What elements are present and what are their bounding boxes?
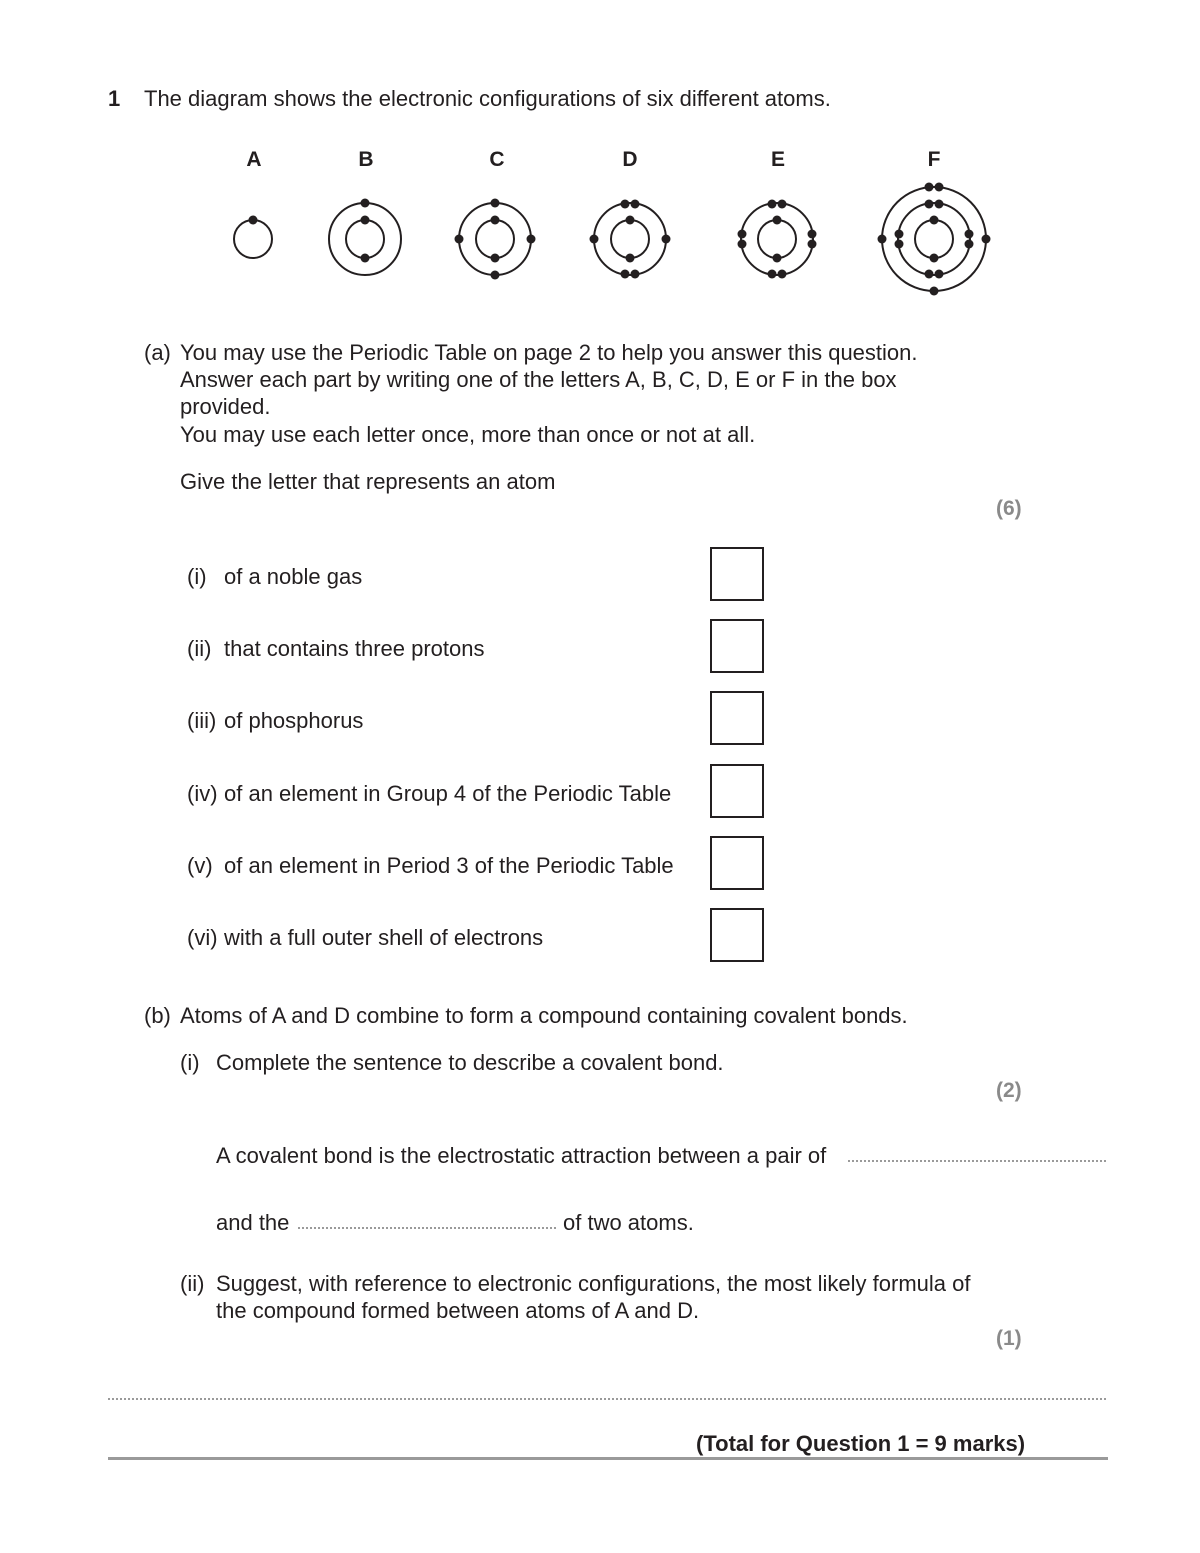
electron: [621, 270, 630, 279]
electron: [249, 216, 258, 225]
part-a-label: (a): [144, 340, 171, 365]
atom-b-shell-2: [329, 203, 401, 275]
part-b-ii-line-1: Suggest, with reference to electronic configurations, the most likely formula of: [216, 1271, 971, 1296]
item-vi-text: with a full outer shell of electrons: [224, 925, 544, 950]
electron: [662, 235, 671, 244]
electron: [491, 199, 500, 208]
part-b-ii-line-2: the compound formed between atoms of A and D.: [216, 1298, 700, 1323]
item-vi-number: (vi): [187, 925, 218, 950]
part-b-label: (b): [144, 1003, 171, 1028]
electron: [768, 200, 777, 209]
part-a-intro-line-1: You may use the Periodic Table on page 2 to help you answer this question.: [180, 340, 918, 365]
electron: [491, 271, 500, 280]
atom-c-shell-1: [476, 220, 514, 258]
atom-label-c: C: [489, 148, 505, 171]
electron: [621, 200, 630, 209]
electron: [455, 235, 464, 244]
atom-c-shell-2: [459, 203, 531, 275]
answer-box-vi[interactable]: [710, 908, 764, 962]
electron: [878, 235, 887, 244]
part-b-ii-number: (ii): [180, 1271, 205, 1296]
electron: [965, 240, 974, 249]
electron: [935, 270, 944, 279]
atom-d-shell-1: [611, 220, 649, 258]
electron: [738, 230, 747, 239]
answer-line-formula[interactable]: [108, 1398, 1106, 1400]
answer-line-blank-2[interactable]: [298, 1227, 556, 1229]
item-ii-text: that contains three protons: [224, 636, 485, 661]
part-b-intro: Atoms of A and D combine to form a compound containing covalent bonds.: [180, 1003, 908, 1028]
electron: [590, 235, 599, 244]
part-b-ii-marks: (1): [996, 1327, 1022, 1350]
part-a-intro-line-2: Answer each part by writing one of the letters A, B, C, D, E or F in the box: [180, 367, 897, 392]
electron: [626, 254, 635, 263]
electron: [778, 200, 787, 209]
atom-label-a: A: [246, 148, 262, 171]
electron: [895, 230, 904, 239]
electron: [925, 183, 934, 192]
question-stem: The diagram shows the electronic configurations of six different atoms.: [144, 86, 831, 111]
item-ii-number: (ii): [187, 636, 212, 661]
electron: [925, 270, 934, 279]
item-i-text: of a noble gas: [224, 564, 363, 589]
item-v-number: (v): [187, 853, 213, 878]
electron: [491, 254, 500, 263]
sentence-line-2-start: and the: [216, 1210, 290, 1235]
part-b-i-marks: (2): [996, 1079, 1022, 1102]
atom-f-shell-1: [915, 220, 953, 258]
electron: [925, 200, 934, 209]
part-b-i-number: (i): [180, 1050, 200, 1075]
item-v-text: of an element in Period 3 of the Periodic Table: [224, 853, 674, 878]
electron: [930, 287, 939, 296]
part-a-intro-line-3: provided.: [180, 394, 271, 419]
item-iv-text: of an element in Group 4 of the Periodic Table: [224, 781, 672, 806]
atom-label-e: E: [770, 148, 785, 171]
electron: [361, 199, 370, 208]
electron: [808, 240, 817, 249]
total-marks: (Total for Question 1 = 9 marks): [696, 1431, 1026, 1456]
answer-line-blank-1[interactable]: [848, 1160, 1106, 1162]
electron: [778, 270, 787, 279]
electron: [768, 270, 777, 279]
atom-e-shell-2: [741, 203, 813, 275]
electron: [930, 216, 939, 225]
answer-box-ii[interactable]: [710, 619, 764, 673]
answer-box-iii[interactable]: [710, 691, 764, 745]
question-number: 1: [108, 86, 121, 111]
atom-label-b: B: [358, 148, 374, 171]
electron: [626, 216, 635, 225]
electron: [965, 230, 974, 239]
electron: [631, 200, 640, 209]
electron: [491, 216, 500, 225]
electron: [527, 235, 536, 244]
electron: [935, 183, 944, 192]
part-a-prompt: Give the letter that represents an atom: [180, 469, 556, 494]
electron: [361, 254, 370, 263]
item-iv-number: (iv): [187, 781, 218, 806]
atom-label-d: D: [622, 148, 638, 171]
atom-b-shell-1: [346, 220, 384, 258]
electron: [808, 230, 817, 239]
part-a-marks: (6): [996, 497, 1022, 520]
electron: [930, 254, 939, 263]
answer-box-iv[interactable]: [710, 764, 764, 818]
electron: [361, 216, 370, 225]
electron: [773, 254, 782, 263]
electron: [773, 216, 782, 225]
electron: [738, 240, 747, 249]
electron: [935, 200, 944, 209]
part-a-intro-line-4: You may use each letter once, more than once or not at all.: [180, 422, 756, 447]
sentence-line-1: A covalent bond is the electrostatic attraction between a pair of: [216, 1143, 827, 1168]
item-i-number: (i): [187, 564, 207, 589]
electron: [982, 235, 991, 244]
atom-a-shell-1: [234, 220, 272, 258]
atom-e-shell-1: [758, 220, 796, 258]
atom-label-f: F: [927, 148, 941, 171]
sentence-line-2-end: of two atoms.: [563, 1210, 694, 1235]
item-iii-number: (iii): [187, 708, 217, 733]
electron: [631, 270, 640, 279]
part-b-i-text: Complete the sentence to describe a covalent bond.: [216, 1050, 724, 1075]
bottom-rule: [108, 1457, 1108, 1460]
electron: [895, 240, 904, 249]
answer-box-i[interactable]: [710, 547, 764, 601]
answer-box-v[interactable]: [710, 836, 764, 890]
electron-configuration-diagram: [0, 0, 1200, 320]
atom-f-shell-2: [898, 203, 970, 275]
item-iii-text: of phosphorus: [224, 708, 364, 733]
atom-d-shell-2: [594, 203, 666, 275]
